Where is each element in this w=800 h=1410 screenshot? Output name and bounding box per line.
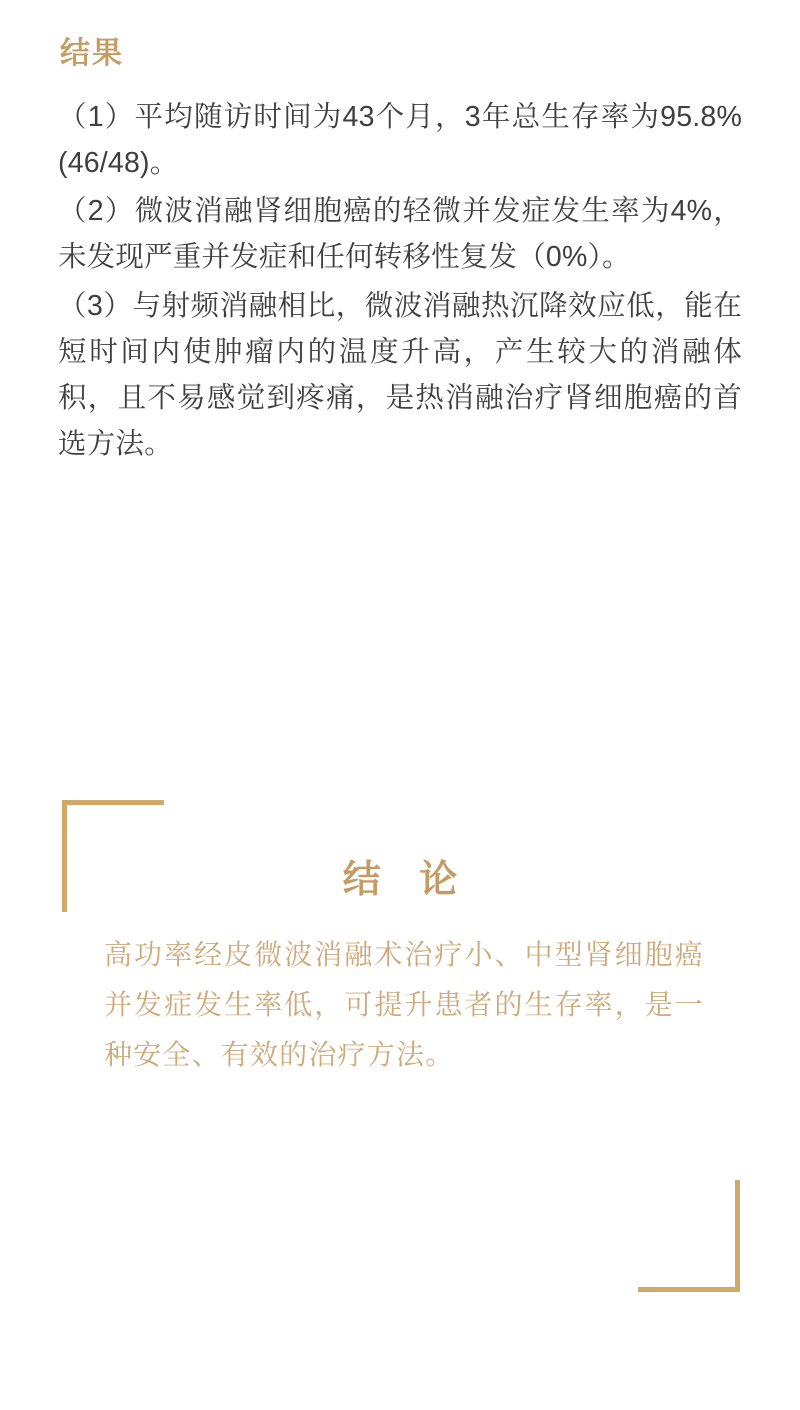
- results-section: [0, 0, 800, 469]
- result-item: （3）与射频消融相比，微波消融热沉降效应低，能在短时间内使肿瘤内的温度升高，产生较大的消融体积，且不易感觉到疼痛，是热消融治疗肾细胞癌的首选方法。: [58, 289, 742, 461]
- result-item: （2）微波消融肾细胞癌的轻微并发症发生率为4%，未发现严重并发症和任何转移性复发（0%）。: [58, 195, 742, 274]
- conclusion-text: 高功率经皮微波消融术治疗小、中型肾细胞癌并发症发生率低，可提升患者的生存率，是一种安全、有效的治疗方法。: [104, 939, 704, 1070]
- result-item: （1）平均随访时间为43个月，3年总生存率为95.8%(46/48)。: [58, 101, 742, 180]
- results-body: [58, 94, 742, 467]
- conclusion-section: [0, 790, 800, 1310]
- frame-corner-bottom-right: [638, 1180, 740, 1292]
- conclusion-title: 结 论: [342, 859, 472, 901]
- page-title: 结果: [60, 37, 124, 70]
